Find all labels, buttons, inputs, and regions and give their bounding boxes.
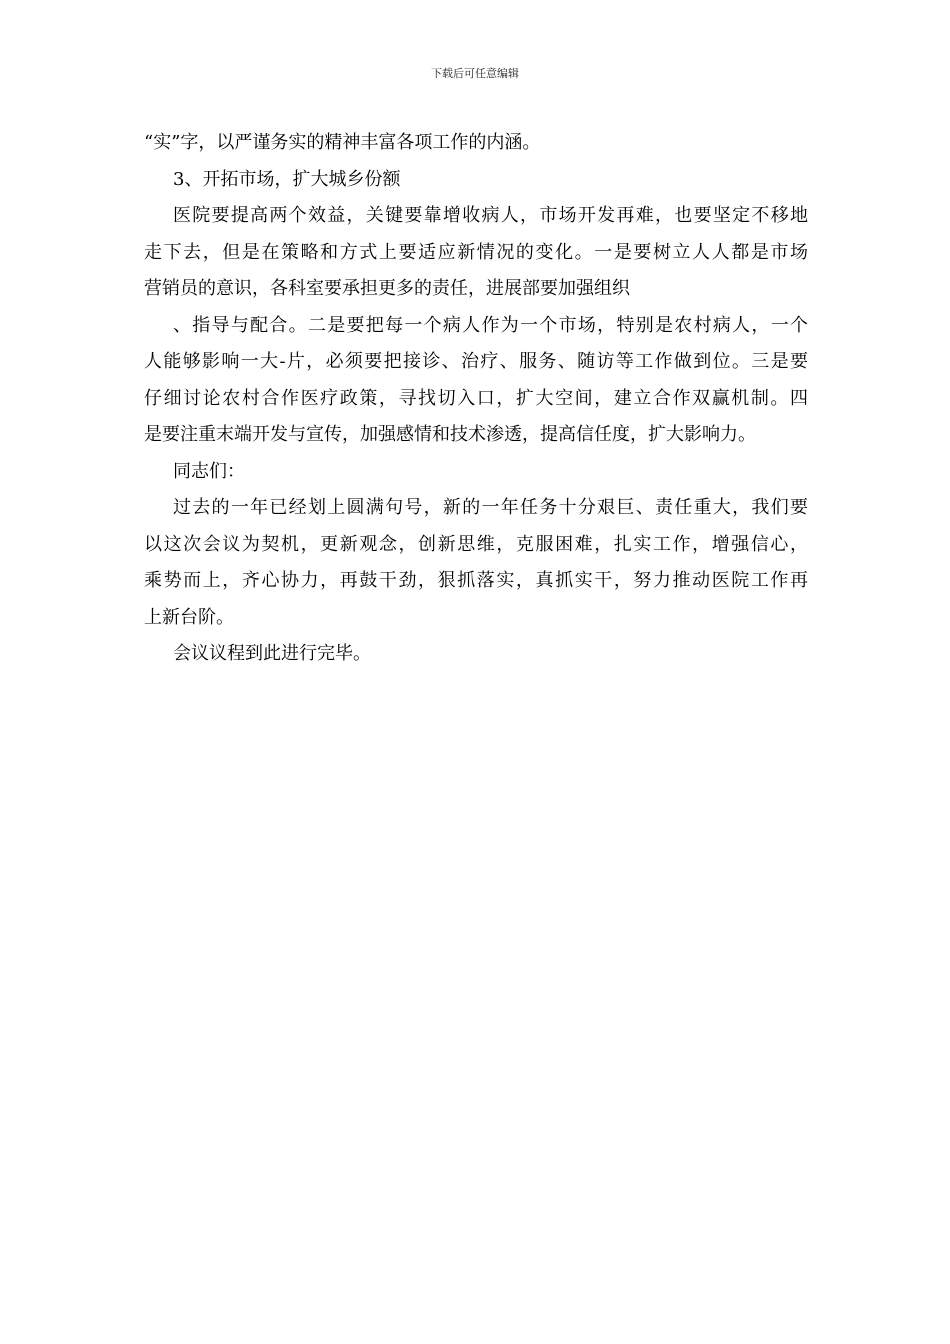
body-line: 以这次会议为契机，更新观念，创新思维，克服困难，扎实工作，增强信心， [144,533,808,555]
body-line: 上新台阶。 [144,606,234,628]
closing-line: 会议议程到此进行完毕。 [173,643,371,664]
section-heading: 3、开拓市场，扩大城乡份额 [173,168,401,190]
body-line: 、指导与配合。二是要把每一个病人作为一个市场，特别是农村病人，一个 [173,314,808,336]
body-line: 走下去，但是在策略和方式上要适应新情况的变化。一是要树立人人都是市场 [144,241,808,263]
body-line: 过去的一年已经划上圆满句号，新的一年任务十分艰巨、责任重大，我们要 [173,497,808,518]
body-line: 人能够影响一大-片，必须要把接诊、治疗、服务、随访等工作做到位。三是要 [144,351,808,372]
body-line: 仔细讨论农村合作医疗政策，寻找切入口，扩大空间，建立合作双赢机制。四 [144,387,808,409]
page-header: 下载后可任意编辑 [431,67,519,80]
body-line: “实”字，以严谨务实的精神丰富各项工作的内涵。 [144,132,541,153]
document-body [144,125,808,673]
body-line: 是要注重末端开发与宣传，加强感情和技术渗透，提高信任度，扩大影响力。 [144,424,756,445]
salutation: 同志们： [173,460,245,482]
body-line: 乘势而上，齐心协力，再鼓干劲，狠抓落实，真抓实干，努力推动医院工作再 [144,570,808,591]
body-line: 医院要提高两个效益，关键要靠增收病人，市场开发再难，也要坚定不移地 [173,205,808,226]
body-line: 营销员的意识，各科室要承担更多的责任，进展部要加强组织 [144,278,630,299]
